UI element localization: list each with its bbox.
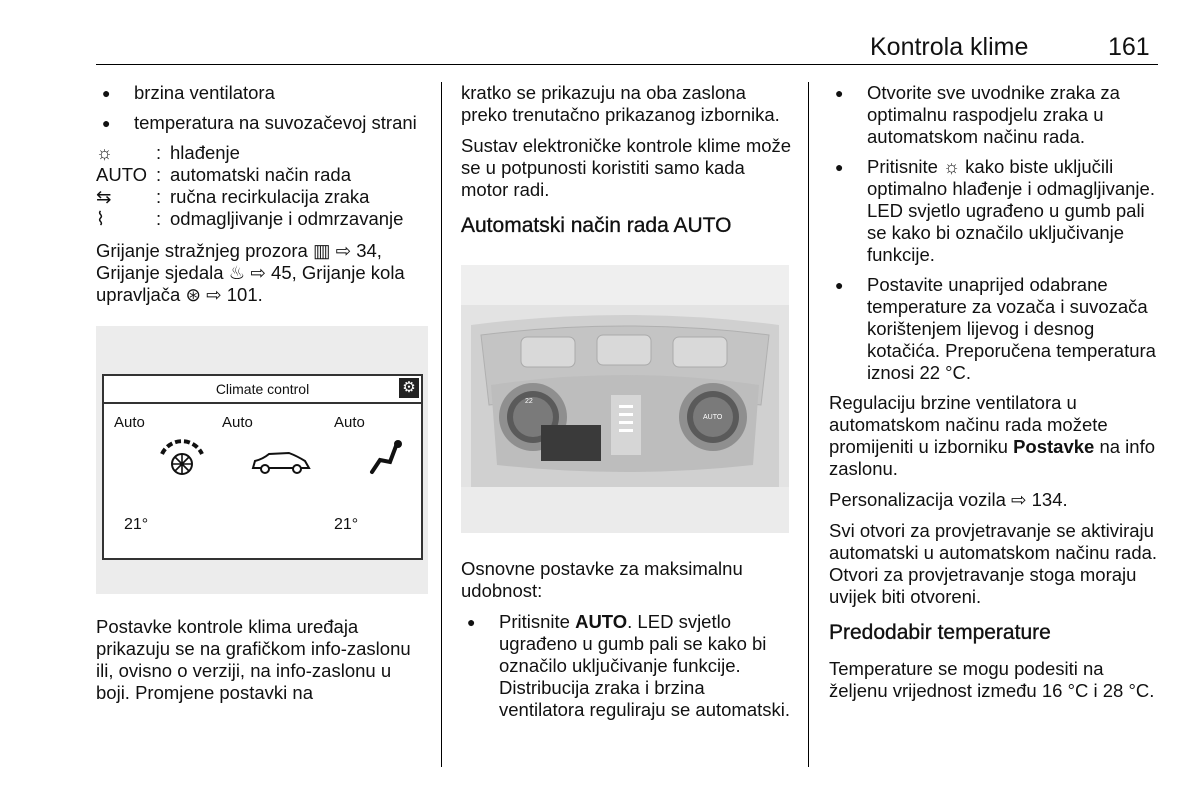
left-dial-value: 22: [525, 398, 533, 405]
definition-text: ručna recirkulacija zraka: [170, 186, 370, 207]
body-paragraph: Postavke kontrole klima uređaja prikazuju se na grafičkom info-zaslonu ili, ovisno o verziji, na info-zaslonu u boji. Promjene postavki na: [96, 616, 411, 703]
symbol-definitions: [96, 142, 428, 230]
column-middle: [461, 82, 795, 729]
definition-row: ☼ : hlađenje: [96, 142, 428, 164]
page-section-title: Kontrola klime: [870, 33, 1029, 61]
list-item: ● Postavite unaprijed odabrane temperature za vozača i suvozača korištenjem lijevog i desnog kotačića. Preporučena temperatura iznosi 22 °C.: [829, 274, 1161, 384]
reference-paragraph: Grijanje stražnjeg prozora ▥ ⇨ 34, Grijanje sjedala ♨ ⇨ 45, Grijanje kola upravljača ⊛ ⇨ 101.: [96, 240, 405, 305]
recirculation-icon: ⇆: [96, 186, 112, 207]
column-divider-2: [808, 82, 809, 767]
definition-row: AUTO : automatski način rada: [96, 164, 428, 186]
page-number: 161: [1108, 33, 1150, 61]
seat-auto-label: Auto: [334, 414, 365, 431]
column-divider-1: [441, 82, 442, 767]
snowflake-icon: ☼: [96, 142, 113, 163]
section-heading: Automatski način rada AUTO: [461, 214, 732, 237]
list-item: ● Pritisnite AUTO. LED svjetlo ugrađeno u gumb pali se kako bi označilo uključivanje funkcije. Distribucija zraka i brzina ventilatora reguliraju se automatski.: [461, 611, 795, 721]
seat-icon: [366, 438, 406, 478]
header-rule: [96, 64, 1158, 65]
climate-display-figure: [96, 326, 428, 594]
body-paragraph: Osnovne postavke za maksimalnu udobnost:: [461, 558, 743, 601]
page-reference[interactable]: ⇨ 45,: [250, 262, 297, 283]
column-right: [829, 82, 1161, 711]
snowflake-icon: ☼: [943, 156, 961, 177]
climate-control-panel-photo: [461, 265, 789, 533]
seat-heating-icon: ♨: [228, 262, 251, 283]
page-reference[interactable]: ⇨ 101.: [206, 284, 263, 305]
definition-row: ⇆ : ručna recirkulacija zraka: [96, 186, 428, 208]
fan-auto-label: Auto: [114, 414, 145, 431]
list-item: ● Otvorite sve uvodnike zraka za optimalnu raspodjelu zraka u automatskom načinu rada.: [829, 82, 1161, 148]
display-title: Climate control: [215, 381, 310, 397]
rear-window-heating-icon: ▥: [312, 240, 336, 261]
distribution-auto-label: Auto: [222, 414, 253, 431]
page-reference[interactable]: ⇨ 34,: [335, 240, 382, 261]
definition-text: hlađenje: [170, 142, 240, 163]
list-item: ● brzina ventilatora: [96, 82, 428, 104]
list-item: ● Pritisnite ☼ kako biste uključili optimalno hlađenje i odmagljivanje. LED svjetlo ugrađeno u gumb pali se kako bi označilo uključivanje funkcije.: [829, 156, 1161, 266]
display-header: [104, 376, 421, 404]
defrost-icon: ⌇: [96, 208, 106, 229]
body-paragraph: Svi otvori za provjetravanje se aktiviraju automatski u automatskom načinu rada. Otvori za provjetravanje stoga moraju uvijek biti otvoreni.: [829, 520, 1158, 607]
body-paragraph: kratko se prikazuju na oba zaslona preko trenutačno prikazanog izbornika.: [461, 82, 780, 125]
auto-label: AUTO: [96, 164, 148, 185]
info-display-screen: [102, 374, 423, 560]
passenger-temperature: 21°: [334, 516, 359, 533]
settings-menu-label: Postavke: [1013, 436, 1095, 457]
list-item: ● temperatura na suvozačevoj strani: [96, 112, 428, 134]
car-airflow-icon: [249, 448, 313, 476]
reference-paragraph: Personalizacija vozila ⇨ 134.: [829, 489, 1068, 510]
steering-wheel-heating-icon: ⊛: [185, 284, 207, 305]
section-heading: Predodabir temperature: [829, 621, 1051, 644]
right-dial-label: AUTO: [703, 414, 723, 421]
definition-text: odmagljivanje i odmrzavanje: [170, 208, 404, 229]
body-paragraph: Regulaciju brzine ventilatora u automatskom načinu rada možete promijeniti u izborniku Postavke na info zaslonu.: [829, 392, 1155, 479]
settings-gear-icon: ⚙: [399, 378, 419, 398]
body-paragraph: Temperature se mogu podesiti na željenu vrijednost između 16 °C i 28 °C.: [829, 658, 1155, 701]
definition-text: automatski način rada: [170, 164, 351, 185]
column-left: [96, 82, 428, 713]
fan-speed-icon: [156, 438, 208, 478]
auto-button-label: AUTO: [575, 611, 628, 632]
body-paragraph: Sustav elektroničke kontrole klime može se u potpunosti koristiti samo kada motor radi.: [461, 135, 792, 200]
definition-row: ⌇ : odmagljivanje i odmrzavanje: [96, 208, 428, 230]
driver-temperature: 21°: [124, 516, 149, 533]
